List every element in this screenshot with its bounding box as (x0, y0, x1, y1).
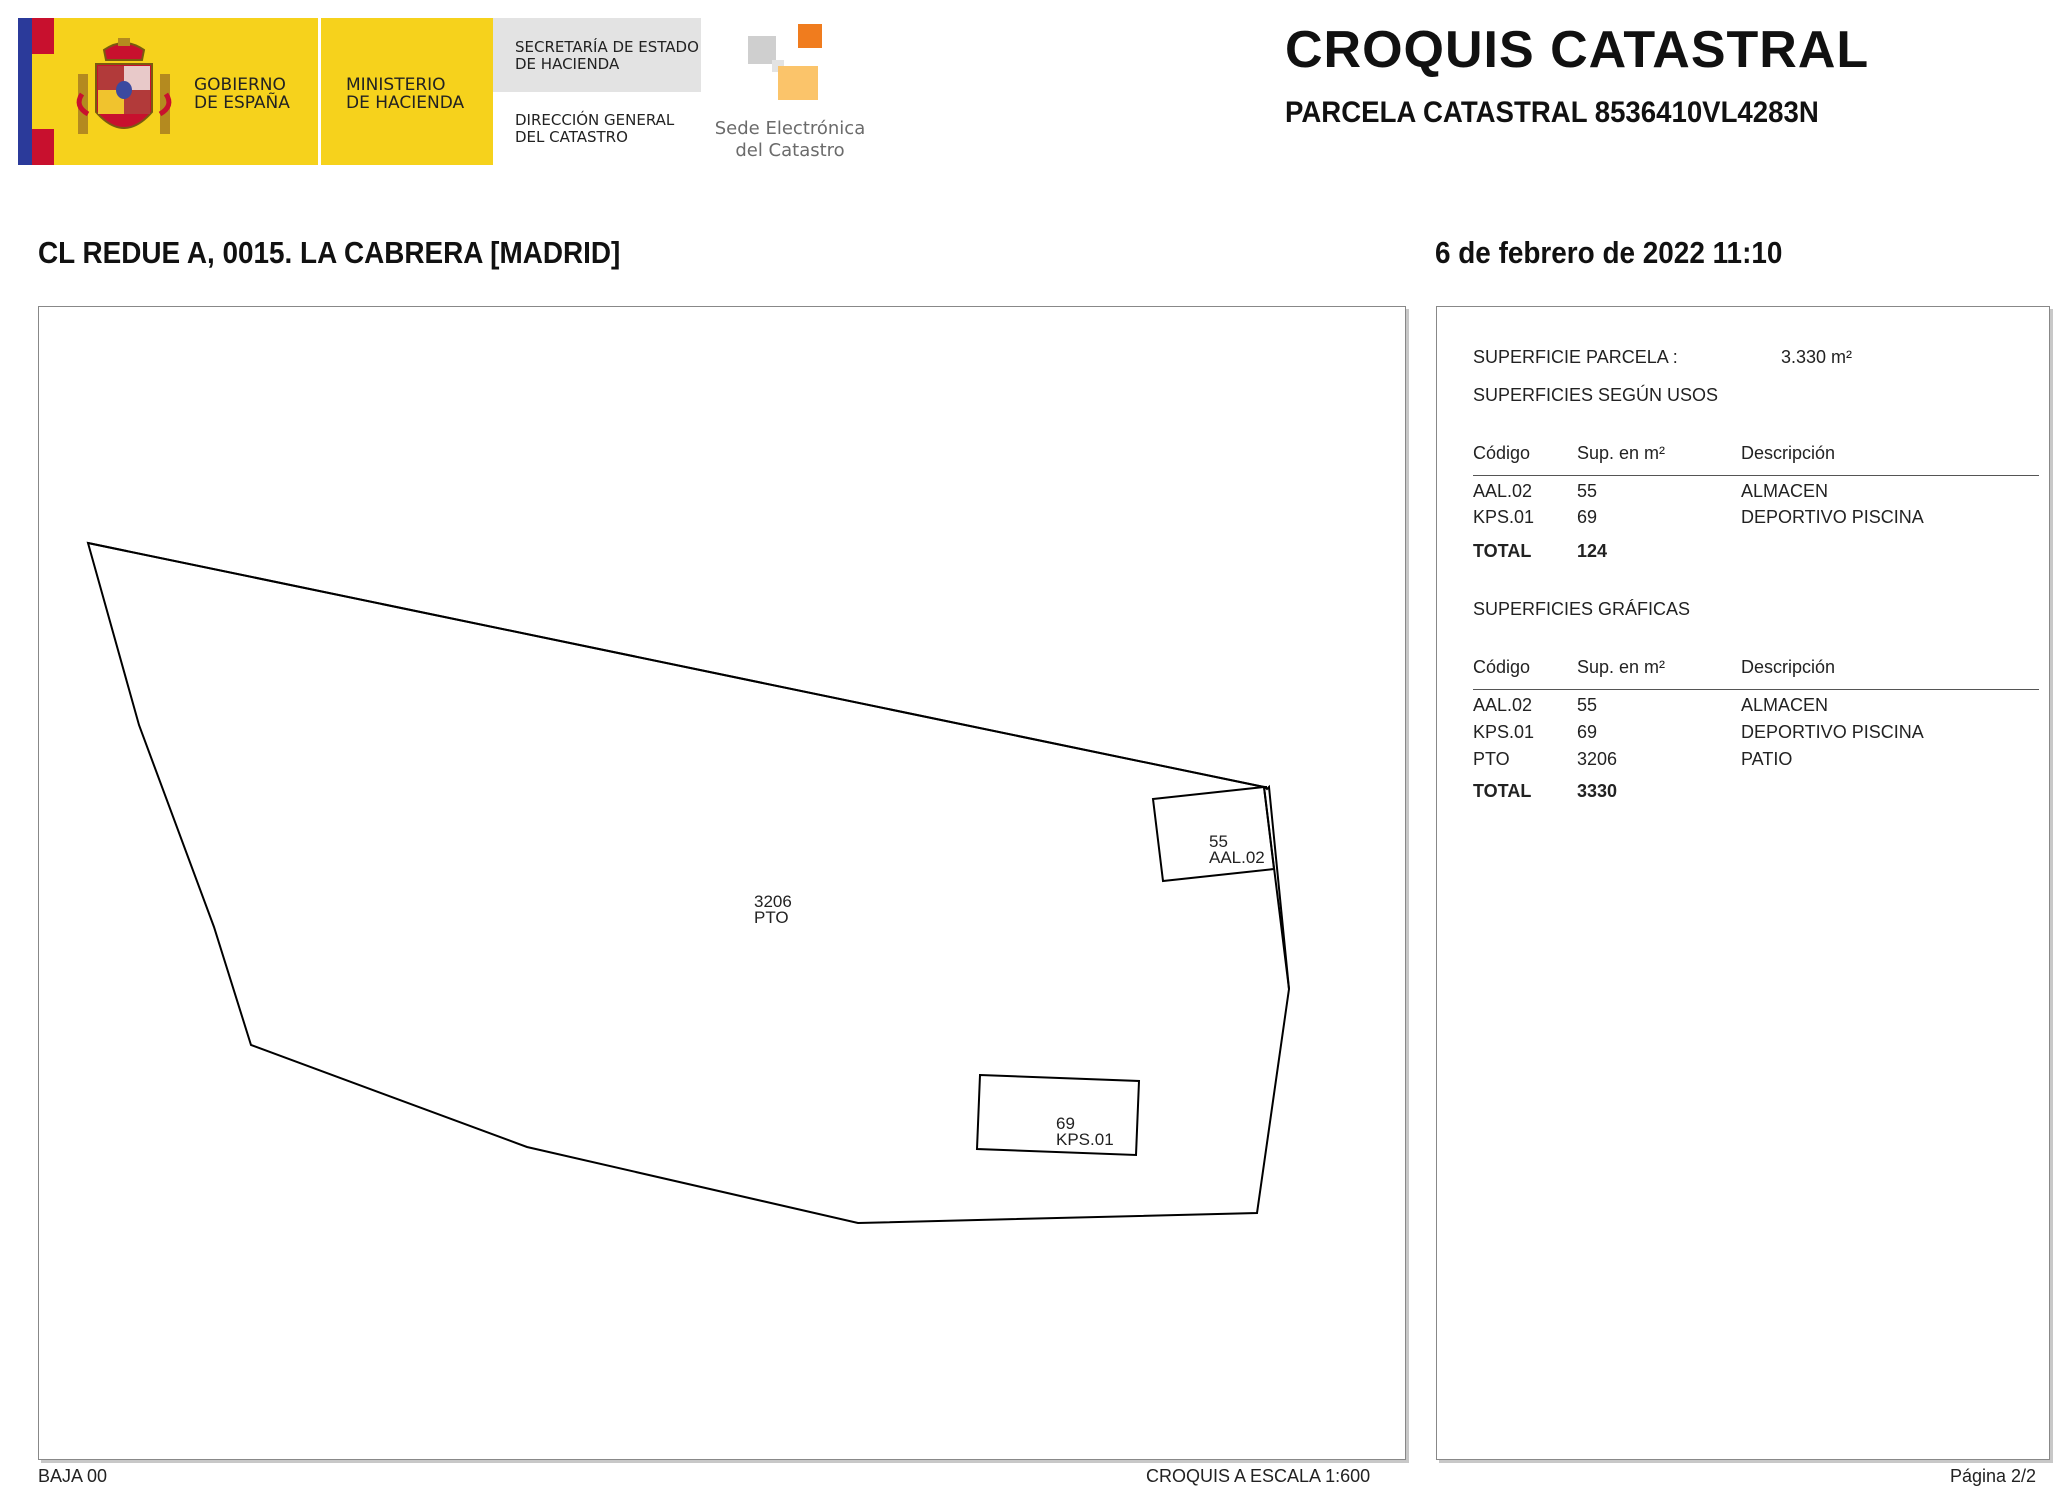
dg-line-2: DEL CATASTRO (515, 128, 628, 146)
dg-line-1: DIRECCIÓN GENERAL (515, 111, 675, 129)
total-label: TOTAL (1473, 781, 1532, 801)
table-cell: KPS.01 (1473, 507, 1535, 527)
sec-line-2: DE HACIENDA (515, 55, 620, 73)
table-cell: ALMACEN (1741, 695, 1829, 715)
col-code: Código (1473, 657, 1531, 677)
scale-label: CROQUIS A ESCALA 1:600 (1146, 1466, 1371, 1486)
divider (1473, 475, 2039, 476)
table-cell: 3206 (1577, 749, 1618, 769)
ministerio-logo-block (321, 18, 493, 165)
surface-label: SUPERFICIE PARCELA : (1473, 347, 1678, 367)
page-title: CROQUIS CATASTRAL (1285, 21, 1870, 79)
document-datetime: 6 de febrero de 2022 11:10 (1435, 235, 1783, 270)
table-cell: PATIO (1741, 749, 1793, 769)
col-desc: Descripción (1741, 657, 1836, 677)
info-panel (1436, 306, 2050, 1460)
gov-line-1: GOBIERNO (194, 75, 286, 95)
table-cell: AAL.02 (1473, 481, 1533, 501)
table-cell: 55 (1577, 481, 1598, 501)
sede-line-1: Sede Electrónica (714, 118, 866, 139)
page-number: Página 2/2 (1950, 1466, 2037, 1486)
uses-title: SUPERFICIES SEGÚN USOS (1473, 385, 1719, 405)
sede-catastro-logo-icon (748, 24, 824, 102)
total-value: 3330 (1577, 781, 1618, 801)
total-value: 124 (1577, 541, 1608, 561)
col-code: Código (1473, 443, 1531, 463)
map-label-value: 55 (1209, 832, 1228, 851)
col-desc: Descripción (1741, 443, 1836, 463)
map-label-value: 3206 (754, 892, 792, 911)
table-cell: PTO (1473, 749, 1510, 769)
map-panel (38, 306, 1406, 1460)
min-line-2: DE HACIENDA (346, 93, 465, 113)
table-cell: 69 (1577, 722, 1598, 742)
col-sup: Sup. en m² (1577, 443, 1666, 463)
sede-text (700, 118, 880, 162)
map-label-code: PTO (754, 908, 789, 927)
gov-line-2: DE ESPAÑA (194, 93, 290, 113)
parcel-reference: PARCELA CATASTRAL 8536410VL4283N (1285, 96, 1819, 129)
table-cell: DEPORTIVO PISCINA (1741, 722, 1924, 742)
spain-coat-of-arms-icon (74, 36, 174, 148)
gobierno-logo-block (54, 18, 318, 165)
table-cell: 69 (1577, 507, 1598, 527)
table-cell: KPS.01 (1473, 722, 1535, 742)
sede-line-2: del Catastro (735, 140, 845, 161)
parcel-address: CL REDUE A, 0015. LA CABRERA [MADRID] (38, 235, 621, 270)
map-label-code: AAL.02 (1209, 848, 1265, 867)
table-cell: DEPORTIVO PISCINA (1741, 507, 1924, 527)
table-cell: ALMACEN (1741, 481, 1829, 501)
map-label-value: 69 (1056, 1114, 1075, 1133)
secretaria-logo-block (493, 18, 701, 92)
parcel-top-edge (88, 543, 1289, 989)
spain-flag-bar (18, 18, 54, 165)
table-cell: AAL.02 (1473, 695, 1533, 715)
parcel-sketch (39, 307, 1405, 1459)
total-label: TOTAL (1473, 541, 1532, 561)
sec-line-1: SECRETARÍA DE ESTADO (515, 38, 699, 56)
parcel-outline (88, 543, 1289, 1223)
floor-label: BAJA 00 (38, 1466, 108, 1486)
table-cell: 55 (1577, 695, 1598, 715)
col-sup: Sup. en m² (1577, 657, 1666, 677)
flag-stripes-icon (18, 18, 54, 165)
divider (1473, 689, 2039, 690)
surface-value: 3.330 m² (1781, 347, 1853, 367)
min-line-1: MINISTERIO (346, 75, 446, 95)
map-label-code: KPS.01 (1056, 1130, 1114, 1149)
graphic-title: SUPERFICIES GRÁFICAS (1473, 599, 1691, 619)
